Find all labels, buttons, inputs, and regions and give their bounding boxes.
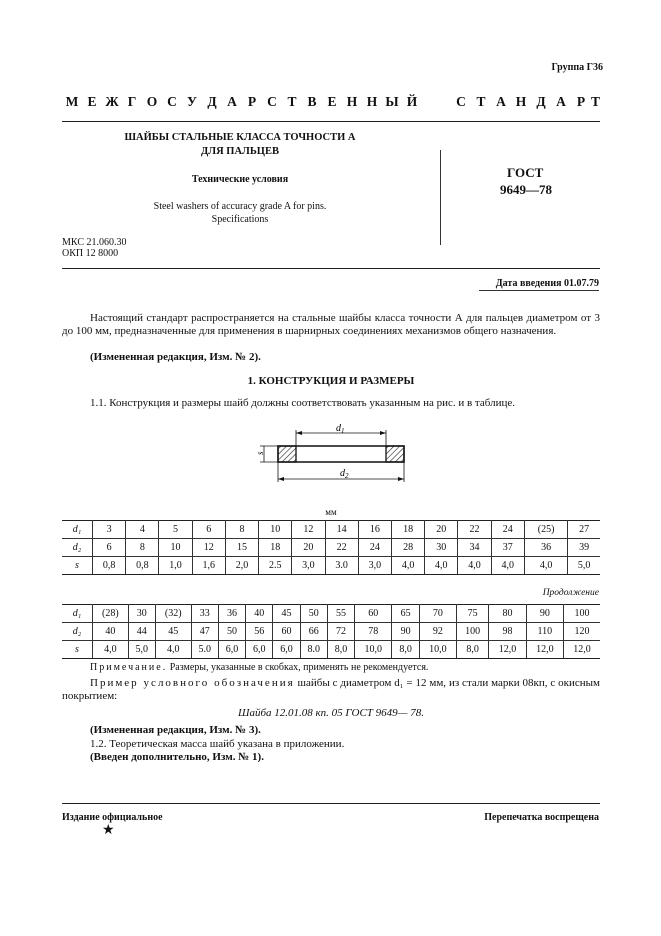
- table-cell: 4,0: [391, 557, 424, 575]
- table-cell: 65: [392, 605, 419, 623]
- table-cell: 28: [391, 539, 424, 557]
- table-cell: 8,0: [392, 641, 419, 659]
- table-cell: 0,8: [93, 557, 126, 575]
- table-cell: 5.0: [191, 641, 218, 659]
- table-cell: 37: [491, 539, 524, 557]
- table-cell: 14: [325, 521, 358, 539]
- table-cell: 27: [568, 521, 600, 539]
- table-cell: 30: [425, 539, 458, 557]
- table-cell: 34: [458, 539, 491, 557]
- banner-letter: Ы: [385, 94, 399, 109]
- table-cell: 4,0: [155, 641, 191, 659]
- table-cell: (32): [155, 605, 191, 623]
- table-cell: 36: [218, 605, 245, 623]
- gost-number: ГОСТ 9649—78: [500, 165, 552, 197]
- table-cell: 4: [126, 521, 159, 539]
- table-cell: 36: [524, 539, 568, 557]
- table-cell: 4,0: [458, 557, 491, 575]
- table-cell: 8,0: [327, 641, 354, 659]
- table-cell: 98: [489, 623, 526, 641]
- banner-letter: А: [227, 94, 237, 109]
- table-cell: 70: [419, 605, 456, 623]
- document-subtitle: Технические условия: [191, 174, 289, 185]
- document-title: ШАЙБЫ СТАЛЬНЫЕ КЛАССА ТОЧНОСТИ А ДЛЯ ПАЛЬЦЕВ: [124, 132, 356, 157]
- group-code: Группа Г36: [551, 62, 603, 73]
- table-cell: 50: [300, 605, 327, 623]
- banner-letter: Й: [406, 94, 418, 109]
- table-cell: 12,0: [526, 641, 563, 659]
- table-cell: 40: [246, 605, 273, 623]
- intro-paragraph: Настоящий стандарт распространяется на стальные шайбы класса точности А для пальцев диаметром от 3 до 100 мм, предназначенные для применения в шарнирных соединениях механизмов общего назначения.: [62, 312, 600, 337]
- table-row: [62, 557, 600, 575]
- table-cell: 66: [300, 623, 327, 641]
- banner-letter: С: [456, 94, 466, 109]
- star-icon: ★: [102, 823, 115, 838]
- banner-letter: Д: [207, 94, 217, 109]
- banner-letter: Т: [287, 94, 297, 109]
- banner-letter: Р: [576, 94, 586, 109]
- row-header-cell: d₁: [62, 521, 93, 539]
- table-cell: 8: [126, 539, 159, 557]
- table-cell: 45: [273, 605, 300, 623]
- table-row: [62, 539, 600, 557]
- table-cell: 8: [225, 521, 258, 539]
- banner-right: [451, 94, 600, 110]
- title-divider: [440, 150, 441, 245]
- table-cell: 12,0: [489, 641, 526, 659]
- table-cell: 3,0: [292, 557, 325, 575]
- continuation-label: Продолжение: [542, 588, 599, 598]
- table-cell: 1,6: [192, 557, 225, 575]
- table-cell: 12: [192, 539, 225, 557]
- banner-letter: Н: [515, 94, 527, 109]
- table-cell: 60: [355, 605, 392, 623]
- table-cell: 33: [191, 605, 218, 623]
- table-cell: 30: [128, 605, 155, 623]
- table-row: [62, 521, 600, 539]
- banner-letter: Е: [327, 94, 337, 109]
- banner-left: [62, 94, 422, 110]
- table-cell: 90: [526, 605, 563, 623]
- table-cell: 44: [128, 623, 155, 641]
- table-cell: 10,0: [355, 641, 392, 659]
- banner-letter: С: [267, 94, 277, 109]
- banner-letter: М: [65, 94, 79, 109]
- table-cell: 10: [159, 539, 192, 557]
- table-cell: 22: [325, 539, 358, 557]
- washer-section-right: [386, 446, 404, 462]
- header-rule: [62, 121, 600, 122]
- table-cell: 120: [564, 623, 600, 641]
- classification-codes: МКС 21.060.30 ОКП 12 8000: [62, 237, 127, 259]
- banner-letter: А: [556, 94, 566, 109]
- table-cell: 47: [191, 623, 218, 641]
- banner-letter: Д: [536, 94, 546, 109]
- row-header-cell: d₂: [62, 623, 93, 641]
- banner-letter: Н: [346, 94, 358, 109]
- table-cell: 8,0: [457, 641, 489, 659]
- table-cell: 110: [526, 623, 563, 641]
- banner-letter: Р: [247, 94, 257, 109]
- table-cell: 24: [358, 539, 391, 557]
- dimensions-table-2: [62, 604, 600, 659]
- table-cell: 90: [392, 623, 419, 641]
- d2-label: $d_2$: [340, 468, 349, 480]
- table-cell: 80: [489, 605, 526, 623]
- table-cell: 60: [273, 623, 300, 641]
- english-title: Steel washers of accuracy grade A for pins. Specifications: [153, 201, 327, 225]
- units-label: мм: [325, 507, 337, 517]
- d1-label: $d_1$: [336, 423, 345, 435]
- table-cell: 10,0: [419, 641, 456, 659]
- standard-banner: [62, 94, 600, 110]
- dimensions-table-1: [62, 520, 600, 575]
- table-cell: 45: [155, 623, 191, 641]
- table-cell: 8.0: [300, 641, 327, 659]
- table-cell: 18: [391, 521, 424, 539]
- table-cell: 2.5: [259, 557, 292, 575]
- table-row: [62, 641, 600, 659]
- row-header-cell: d₂: [62, 539, 93, 557]
- table-cell: 72: [327, 623, 354, 641]
- table-cell: 5,0: [568, 557, 600, 575]
- table-cell: 20: [292, 539, 325, 557]
- table-cell: 5,0: [128, 641, 155, 659]
- table-cell: 5: [159, 521, 192, 539]
- table-row: [62, 605, 600, 623]
- s-label: s: [255, 451, 265, 455]
- table-cell: 100: [457, 623, 489, 641]
- table-cell: 75: [457, 605, 489, 623]
- banner-letter: Г: [127, 94, 137, 109]
- table-cell: 56: [246, 623, 273, 641]
- table-cell: 55: [327, 605, 354, 623]
- table-cell: 18: [259, 539, 292, 557]
- washer-section-left: [278, 446, 296, 462]
- table-cell: 0,8: [126, 557, 159, 575]
- banner-letter: Т: [476, 94, 486, 109]
- table-cell: 6: [192, 521, 225, 539]
- table-cell: 20: [425, 521, 458, 539]
- clause-1-1: 1.1. Конструкция и размеры шайб должны соответствовать указанным на рис. и в таблице.: [90, 397, 515, 409]
- table-cell: 24: [491, 521, 524, 539]
- table-cell: (25): [524, 521, 568, 539]
- banner-letter: А: [496, 94, 506, 109]
- washer-outline: [278, 446, 404, 462]
- table-cell: 16: [358, 521, 391, 539]
- table-cell: 6,0: [246, 641, 273, 659]
- washer-drawing: [250, 420, 420, 500]
- footer-rule: [62, 803, 600, 804]
- table-cell: 50: [218, 623, 245, 641]
- table-cell: 3: [93, 521, 126, 539]
- table-cell: 4,0: [93, 641, 129, 659]
- codes-rule: [62, 268, 600, 269]
- designation-example: Пример условного обозначения шайбы с диаметром d₁ = 12 мм, из стали марки 08кп, с окисным покрытием:: [62, 677, 600, 702]
- table-cell: 3,0: [358, 557, 391, 575]
- table-cell: 39: [568, 539, 600, 557]
- row-header-cell: d₁: [62, 605, 93, 623]
- table-cell: 4,0: [491, 557, 524, 575]
- amendment-3: (Измененная редакция, Изм. № 3).: [90, 724, 261, 736]
- table-cell: 22: [458, 521, 491, 539]
- table-cell: 4,0: [524, 557, 568, 575]
- row-header-cell: s: [62, 557, 93, 575]
- designation-code: Шайба 12.01.08 кп. 05 ГОСТ 9649— 78.: [238, 707, 424, 719]
- table-cell: 92: [419, 623, 456, 641]
- amendment-2: (Измененная редакция, Изм. № 2).: [90, 351, 261, 363]
- row-header-cell: s: [62, 641, 93, 659]
- table-cell: 15: [225, 539, 258, 557]
- banner-letter: В: [307, 94, 317, 109]
- table-cell: 40: [93, 623, 129, 641]
- banner-letter: Н: [366, 94, 378, 109]
- table-cell: 2,0: [225, 557, 258, 575]
- table-cell: 1,0: [159, 557, 192, 575]
- table-cell: 6,0: [273, 641, 300, 659]
- banner-letter: У: [187, 94, 197, 109]
- table-cell: 6,0: [218, 641, 245, 659]
- table-cell: 4,0: [425, 557, 458, 575]
- amendment-1: (Введен дополнительно, Изм. № 1).: [90, 751, 264, 763]
- official-edition: Издание официальное: [62, 812, 163, 823]
- clause-1-2: 1.2. Теоретическая масса шайб указана в приложении.: [90, 738, 345, 750]
- table-cell: 3.0: [325, 557, 358, 575]
- banner-letter: С: [167, 94, 177, 109]
- table-cell: 12,0: [564, 641, 600, 659]
- table-row: [62, 623, 600, 641]
- date-rule: [479, 290, 599, 291]
- table-cell: 78: [355, 623, 392, 641]
- banner-letter: О: [146, 94, 158, 109]
- table-cell: 12: [292, 521, 325, 539]
- banner-letter: Т: [590, 94, 600, 109]
- table-cell: (28): [93, 605, 129, 623]
- section-heading: 1. КОНСТРУКЦИЯ И РАЗМЕРЫ: [247, 375, 415, 387]
- reprint-prohibited: Перепечатка воспрещена: [484, 812, 599, 823]
- banner-letter: Е: [87, 94, 97, 109]
- intro-date: Дата введения 01.07.79: [495, 278, 599, 289]
- table-cell: 100: [564, 605, 600, 623]
- table-cell: 10: [259, 521, 292, 539]
- table-cell: 6: [93, 539, 126, 557]
- table-note: Примечание. Размеры, указанные в скобках, применять не рекомендуется.: [90, 662, 429, 673]
- banner-letter: Ж: [105, 94, 119, 109]
